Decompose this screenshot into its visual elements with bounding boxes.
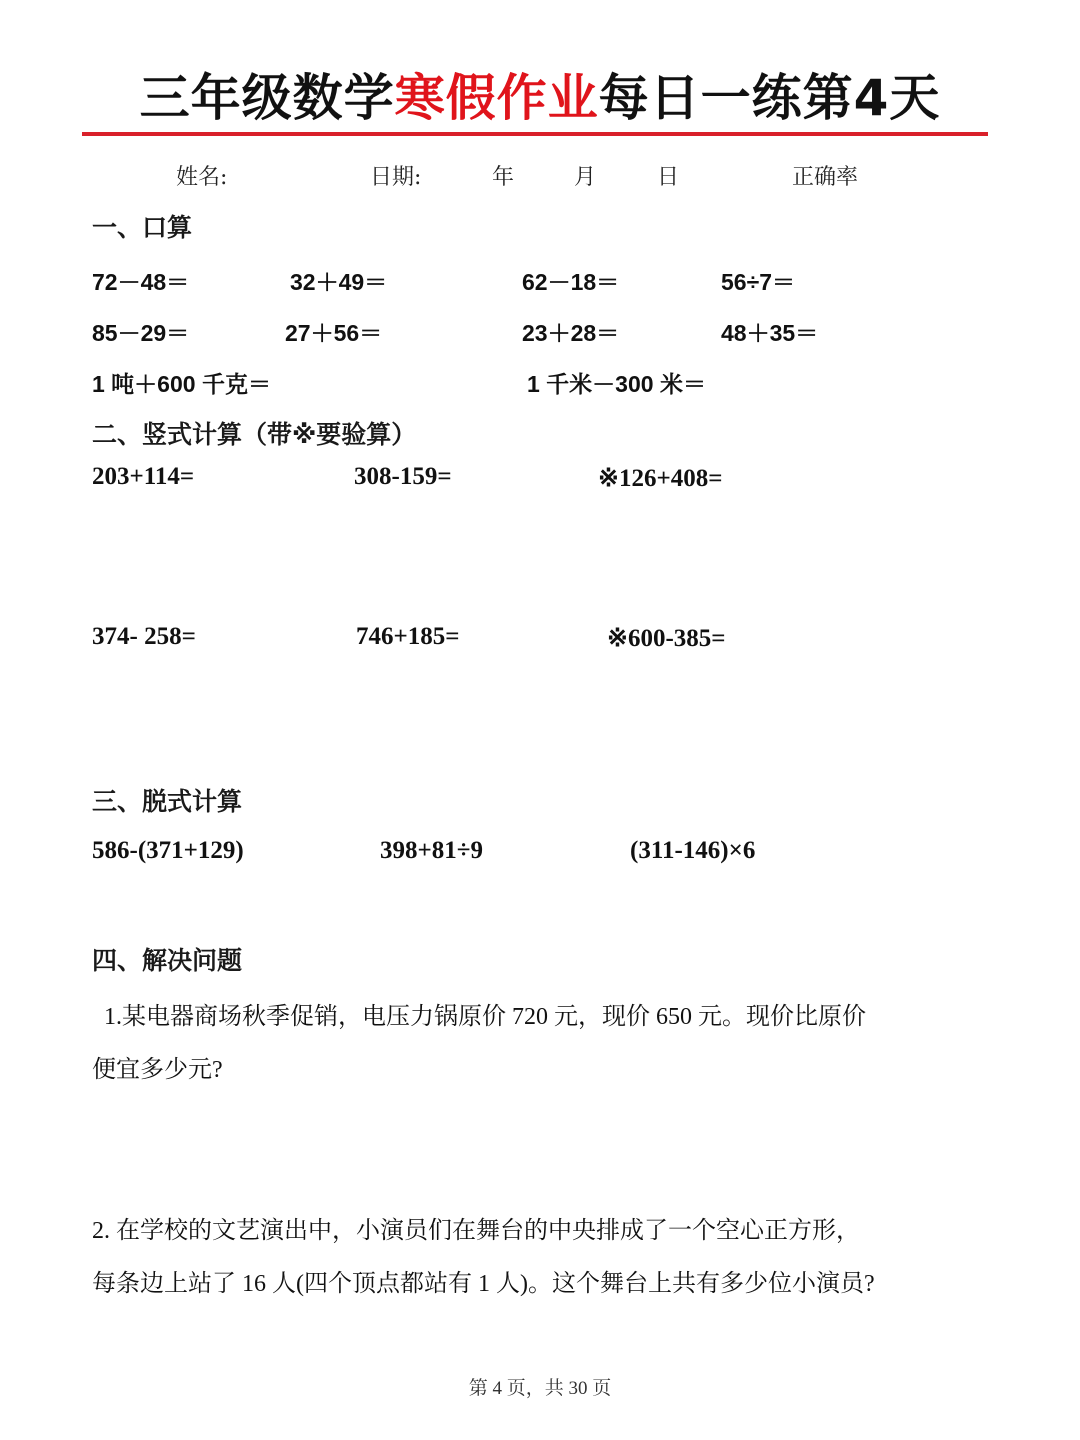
stepwise-item: (311-146)×6: [630, 837, 756, 864]
vertical-item: 308-159=: [354, 463, 452, 490]
day-label: 日: [657, 165, 680, 190]
oral-item: 72－48＝: [92, 269, 190, 295]
title-part1: 三年级数学: [139, 69, 395, 127]
vertical-item: 374- 258=: [92, 623, 196, 650]
section-oral-heading: 一、口算: [92, 213, 193, 242]
year-label: 年: [492, 165, 515, 190]
title-part2: 每日一练第4天: [598, 69, 941, 127]
title-highlight: 寒假作业: [394, 69, 599, 127]
accuracy-label: 正确率: [792, 165, 859, 190]
oral-item: 48＋35＝: [721, 320, 819, 346]
oral-item: 56÷7＝: [721, 269, 795, 295]
problem-1-line-2: 便宜多少元?: [92, 1057, 223, 1083]
oral-item: 1 千米－300 米＝: [527, 371, 706, 397]
date-label: 日期:: [370, 165, 422, 190]
vertical-item: 203+114=: [92, 463, 195, 490]
section-problems-heading: 四、解决问题: [92, 946, 243, 975]
name-label: 姓名:: [176, 165, 228, 190]
vertical-item: ※600-385=: [607, 625, 726, 652]
section-vertical-heading: 二、竖式计算（带※要验算）: [92, 420, 417, 449]
title-underline: [82, 132, 988, 136]
problem-1-line-1: 1.某电器商场秋季促销，电压力锅原价 720 元，现价 650 元。现价比原价: [104, 1004, 866, 1030]
page-number: 第 4 页，共 30 页: [468, 1378, 612, 1399]
vertical-item: ※126+408=: [598, 465, 723, 492]
section-stepwise-heading: 三、脱式计算: [92, 787, 243, 816]
oral-item: 1 吨＋600 千克＝: [92, 371, 271, 397]
oral-item: 27＋56＝: [285, 320, 383, 346]
problem-2-line-1: 2. 在学校的文艺演出中，小演员们在舞台的中央排成了一个空心正方形，: [92, 1218, 860, 1244]
problem-2-line-2: 每条边上站了 16 人(四个顶点都站有 1 人)。这个舞台上共有多少位小演员?: [92, 1271, 875, 1297]
page-title: [0, 58, 1080, 130]
oral-item: 23＋28＝: [522, 320, 620, 346]
oral-item: 62－18＝: [522, 269, 620, 295]
oral-item: 85－29＝: [92, 320, 190, 346]
vertical-item: 746+185=: [356, 623, 460, 650]
month-label: 月: [574, 165, 597, 190]
stepwise-item: 586-(371+129): [92, 837, 244, 864]
stepwise-item: 398+81÷9: [380, 837, 483, 864]
oral-item: 32＋49＝: [290, 269, 388, 295]
